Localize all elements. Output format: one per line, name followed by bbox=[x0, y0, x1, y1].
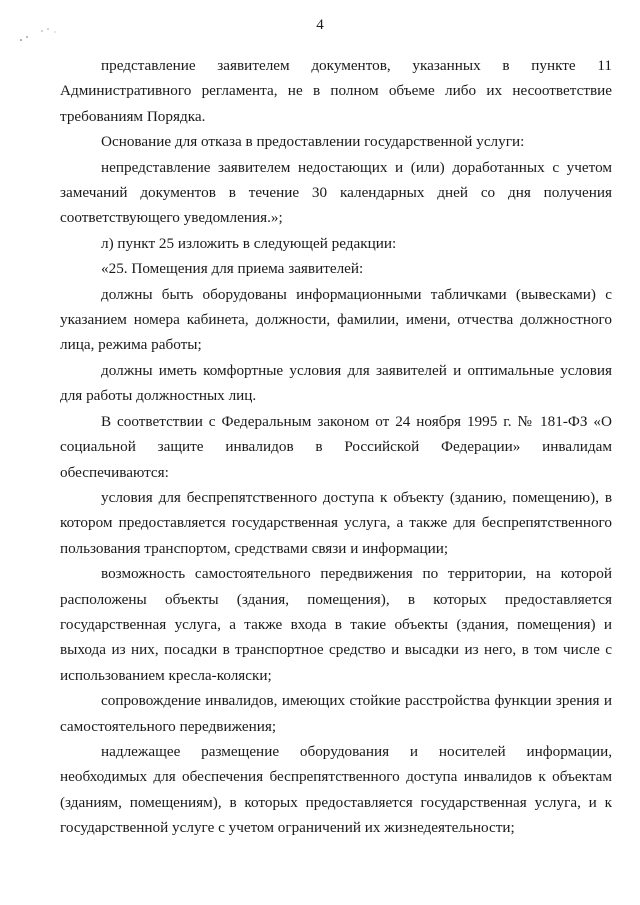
paragraph: надлежащее размещение оборудования и носителей информации, необходимых для обеспечения беспрепятственного доступа инвалидов к объектам (зданиям, помещениям), в которых предоставляется государственная услуга, и к государственной услуге с учетом ограничений их жизнедеятельности; bbox=[60, 742, 612, 837]
paragraph: л) пункт 25 изложить в следующей редакции: bbox=[101, 234, 397, 252]
document-body bbox=[60, 53, 612, 841]
paragraph: возможность самостоятельного передвижения по территории, на которой расположены объекты (здания, помещения), в которых предоставляется государственная услуга, а также входа в такие объекты (здания, помещения) и выхода из них, посадки в транспортное средство и высадки из него, в том числе с использованием кресла-коляски; bbox=[60, 565, 612, 684]
paragraph: сопровождение инвалидов, имеющих стойкие расстройства функции зрения и самостоятельного передвижения; bbox=[60, 692, 612, 735]
paragraph: непредставление заявителем недостающих и (или) доработанных с учетом замечаний документов в течение 30 календарных дней со дня получения соответствующего уведомления.»; bbox=[60, 158, 612, 227]
paragraph: должны быть оборудованы информационными табличками (вывесками) с указанием номера кабинета, должности, фамилии, имени, отчества должностного лица, режима работы; bbox=[60, 285, 612, 354]
paragraph: Основание для отказа в предоставлении государственной услуги: bbox=[101, 133, 525, 151]
paragraph: представление заявителем документов, указанных в пункте 11 Административного регламента, не в полном объеме либо их несоответствие требованиям Порядка. bbox=[60, 57, 612, 125]
paragraph: должны иметь комфортные условия для заявителей и оптимальные условия для работы должностных лиц. bbox=[60, 361, 612, 405]
scan-specks-decoration bbox=[18, 26, 78, 46]
page-number: 4 bbox=[316, 17, 324, 33]
paragraph: В соответствии с Федеральным законом от 24 ноября 1995 г. № 181-ФЗ «О социальной защите инвалидов в Российской Федерации» инвалидам обеспечиваются: bbox=[60, 412, 612, 481]
paragraph: «25. Помещения для приема заявителей: bbox=[101, 260, 364, 278]
paragraph: условия для беспрепятственного доступа к объекту (зданию, помещению), в котором предоставляется государственная услуга, а также для беспрепятственного пользования транспортом, средствами связи и информации; bbox=[60, 488, 612, 557]
